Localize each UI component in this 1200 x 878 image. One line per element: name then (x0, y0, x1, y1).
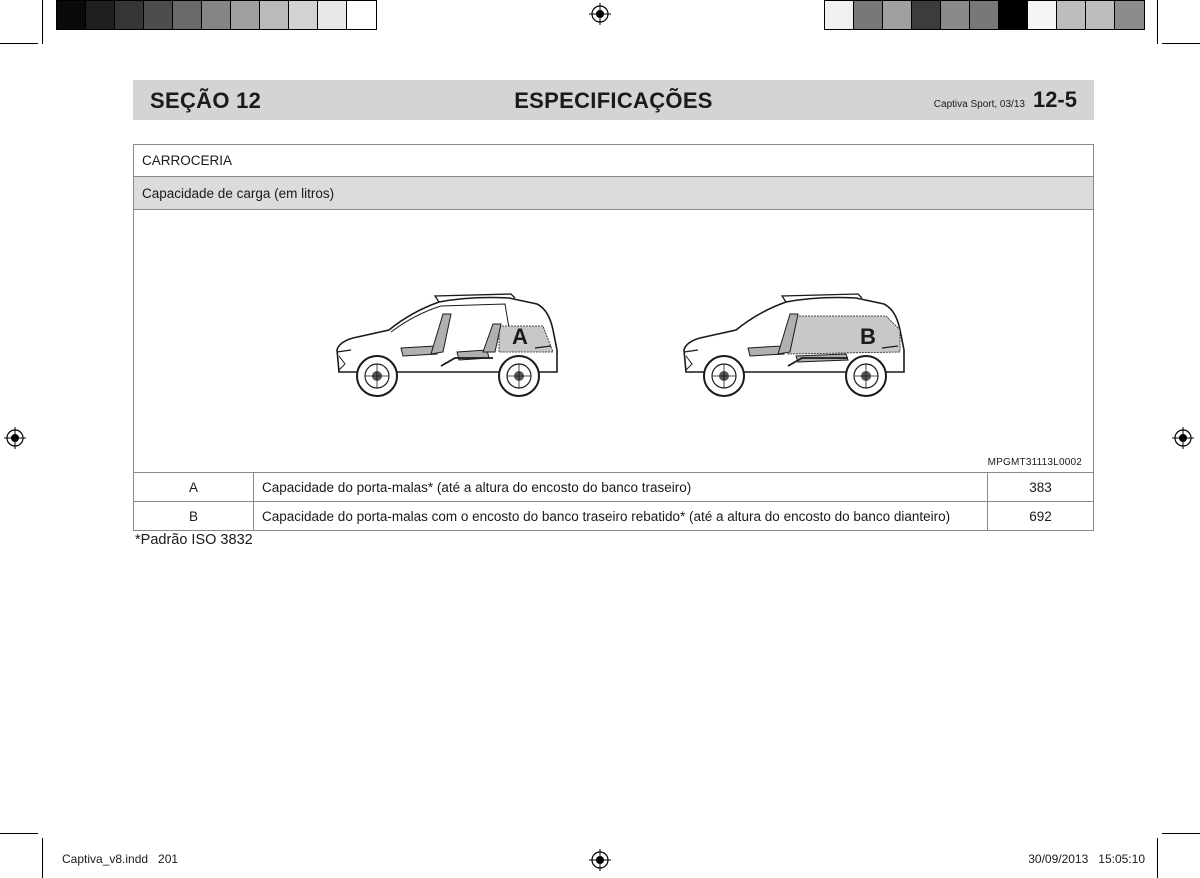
page-info (934, 87, 1077, 113)
color-swatch (231, 1, 260, 29)
table-row (134, 501, 1093, 530)
crop-mark (1162, 43, 1200, 44)
color-swatch (260, 1, 289, 29)
crop-mark (42, 0, 43, 44)
crop-mark (1157, 838, 1158, 878)
car-b-illustration (678, 290, 908, 410)
color-bar-left (56, 0, 377, 30)
row-value: 692 (1029, 508, 1052, 524)
color-swatch (941, 1, 970, 29)
color-swatch (318, 1, 347, 29)
subcategory-row: Capacidade de carga (em litros) (134, 177, 1093, 210)
color-swatch (1086, 1, 1115, 29)
color-swatch (999, 1, 1028, 29)
cargo-label-a: A (512, 324, 528, 349)
table-row (134, 473, 1093, 501)
category-row: CARROCERIA (134, 145, 1093, 177)
color-swatch (883, 1, 912, 29)
row-value: 383 (1029, 479, 1052, 495)
registration-mark-icon (1172, 427, 1194, 449)
color-swatch (1028, 1, 1057, 29)
registration-mark-icon (4, 427, 26, 449)
registration-mark-icon (589, 849, 611, 871)
section-label: SEÇÃO 12 (150, 88, 262, 113)
color-swatch (289, 1, 318, 29)
color-bar-right (824, 0, 1145, 30)
color-swatch (202, 1, 231, 29)
spec-table (133, 144, 1094, 531)
color-swatch (347, 1, 376, 29)
car-a-illustration (331, 290, 561, 410)
registration-mark-icon (589, 3, 611, 25)
color-swatch (970, 1, 999, 29)
crop-mark (0, 833, 38, 834)
footnote: *Padrão ISO 3832 (135, 532, 253, 548)
color-swatch (86, 1, 115, 29)
crop-mark (1162, 833, 1200, 834)
color-swatch (912, 1, 941, 29)
section-title: ESPECIFICAÇÕES (514, 88, 713, 113)
row-key: A (134, 473, 254, 501)
color-swatch (854, 1, 883, 29)
footer-file: Captiva_v8.indd 201 (62, 852, 179, 866)
color-swatch (173, 1, 202, 29)
model-tag: Captiva Sport, 03/13 (933, 99, 1025, 110)
row-description: Capacidade do porta-malas* (até a altura do encosto do banco traseiro) (254, 473, 988, 501)
crop-mark (0, 43, 38, 44)
color-swatch (1057, 1, 1086, 29)
row-description: Capacidade do porta-malas com o encosto do banco traseiro rebatido* (até a altura do encosto do banco dianteiro) (254, 502, 988, 530)
footer-datetime: 30/09/2013 15:05:10 (1028, 852, 1145, 866)
crop-mark (42, 838, 43, 878)
color-swatch (1115, 1, 1144, 29)
crop-mark (1157, 0, 1158, 44)
color-swatch (144, 1, 173, 29)
color-swatch (57, 1, 86, 29)
color-swatch (825, 1, 854, 29)
page-number: 12-5 (1032, 87, 1077, 112)
color-swatch (115, 1, 144, 29)
cargo-figure (134, 210, 1093, 473)
figure-code: MPGMT31113L0002 (987, 457, 1082, 468)
cargo-label-b: B (860, 324, 876, 349)
section-header (133, 80, 1094, 120)
row-key: B (134, 502, 254, 530)
